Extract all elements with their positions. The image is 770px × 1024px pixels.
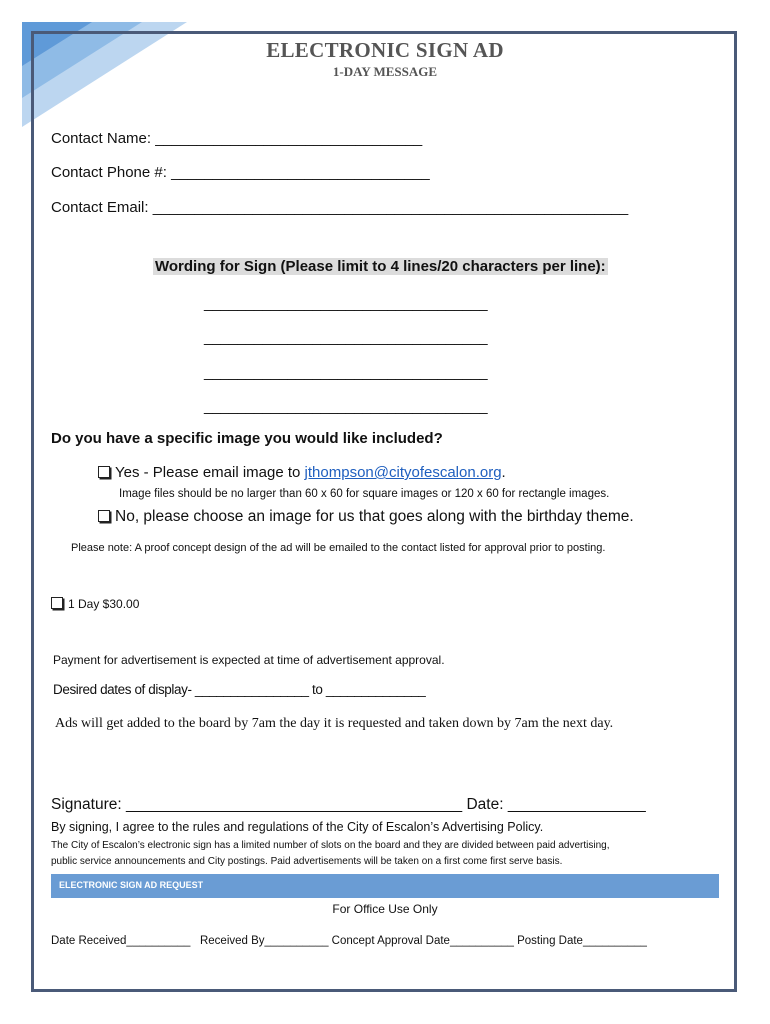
signature-field[interactable]: Signature: _______________________________________ Date: ________________	[51, 796, 646, 813]
form-subtitle: 1-DAY MESSAGE	[332, 64, 438, 79]
contact-phone-field[interactable]: Contact Phone #: _______________________________	[51, 164, 430, 181]
no-option	[98, 508, 634, 526]
yes-option	[98, 464, 506, 481]
price-option-label: 1 Day $30.00	[68, 597, 140, 611]
agreement-text: By signing, I agree to the rules and regulations of the City of Escalon’s Advertising Policy.	[51, 820, 544, 834]
contact-name-field[interactable]: Contact Name: ________________________________	[51, 130, 423, 147]
contact-email-field[interactable]: Contact Email: _________________________________________________________	[51, 199, 629, 216]
image-question: Do you have a specific image you would like included?	[51, 430, 443, 447]
office-fields[interactable]: Date Received__________ Received By__________ Concept Approval Date__________ Posting Date__________	[51, 935, 647, 947]
office-heading: For Office Use Only	[332, 902, 438, 916]
payment-note: Payment for advertisement is expected at time of advertisement approval.	[53, 653, 445, 667]
yes-checkbox[interactable]	[98, 466, 110, 478]
proof-note: Please note: A proof concept design of the ad will be emailed to the contact listed for approval prior to posting.	[71, 542, 606, 554]
sign-line-1[interactable]: __________________________________	[204, 295, 488, 312]
office-bar-label: ELECTRONIC SIGN AD REQUEST	[59, 880, 204, 890]
no-option-label: No, please choose an image for us that goes along with the birthday theme.	[115, 508, 634, 525]
office-bar	[51, 874, 719, 898]
sign-line-3[interactable]: __________________________________	[204, 364, 488, 381]
sign-line-2[interactable]: __________________________________	[204, 329, 488, 346]
email-link[interactable]: jthompson@cityofescalon.org	[304, 464, 502, 481]
wording-heading: Wording for Sign (Please limit to 4 lines/20 characters per line):	[155, 258, 606, 275]
schedule-note: Ads will get added to the board by 7am the day it is requested and taken down by 7am the next day.	[55, 716, 614, 731]
form-title: ELECTRONIC SIGN AD	[266, 38, 504, 62]
policy-text-2: public service announcements and City postings. Paid advertisements will be taken on a first come first serve basis.	[51, 856, 563, 867]
sign-line-4[interactable]: __________________________________	[204, 398, 488, 415]
price-checkbox[interactable]	[51, 597, 63, 609]
policy-text-1: The City of Escalon’s electronic sign has a limited number of slots on the board and they are divided between paid advertising,	[51, 840, 610, 851]
yes-option-label: Yes - Please email image to	[115, 464, 305, 481]
image-size-note: Image files should be no larger than 60 x 60 for square images or 120 x 60 for rectangle images.	[119, 488, 610, 500]
desired-dates-field[interactable]: Desired dates of display- ________________ to ______________	[53, 682, 426, 697]
price-option	[51, 597, 139, 611]
no-checkbox[interactable]	[98, 510, 110, 522]
yes-option-suffix: .	[501, 464, 506, 481]
